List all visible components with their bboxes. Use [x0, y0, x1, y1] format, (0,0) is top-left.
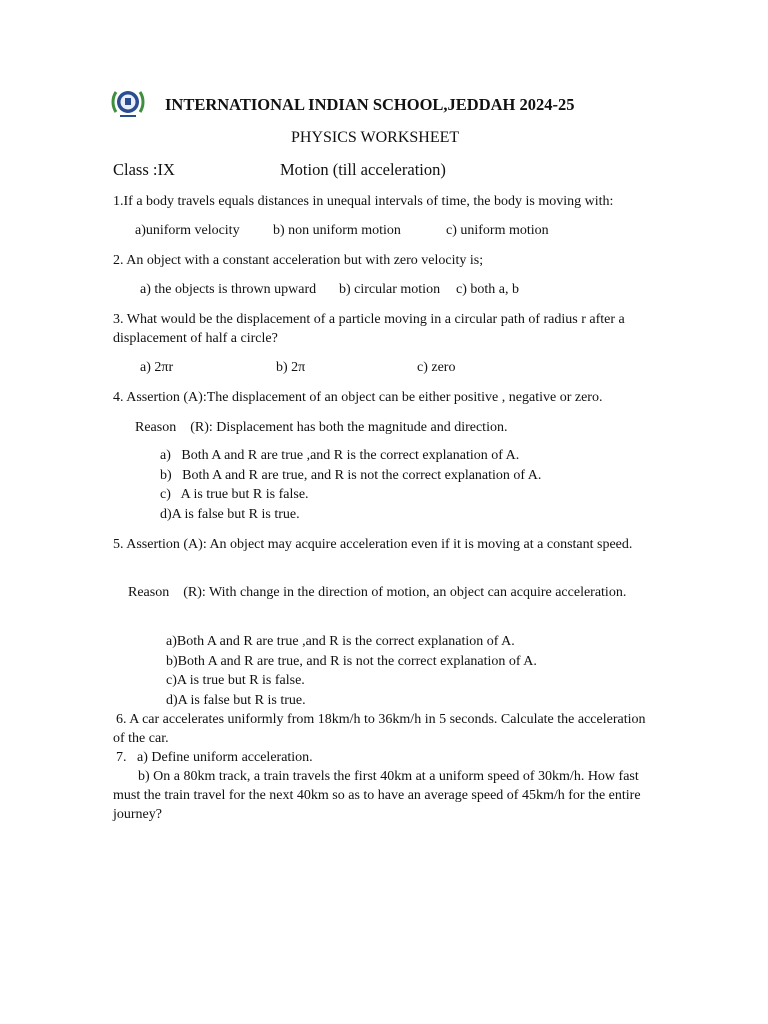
q4-option-c: c) A is true but R is false. [160, 487, 309, 502]
q4-options [160, 446, 541, 524]
question-5-assertion: 5. Assertion (A): An object may acquire acceleration even if it is moving at a constant speed. [113, 537, 633, 552]
q2-option-c: c) both a, b [456, 282, 519, 297]
school-logo-icon [110, 86, 146, 122]
q5-options [166, 632, 537, 710]
q2-option-b: b) circular motion [339, 282, 441, 297]
question-6: 6. A car accelerates uniformly from 18km/h to 36km/h in 5 seconds. Calculate the acceleration of the car. [113, 712, 646, 746]
q4-option-d: d)A is false but R is true. [160, 506, 300, 522]
q3-option-c: c) zero [417, 360, 456, 375]
question-5-reason: Reason (R): With change in the direction of motion, an object can acquire acceleration. [128, 585, 627, 600]
q5-option-d: d)A is false but R is true. [166, 692, 306, 708]
class-label: Class :IX [113, 160, 175, 179]
q1-option-c: c) uniform motion [446, 223, 549, 238]
question-2: 2. An object with a constant acceleration but with zero velocity is; [113, 253, 484, 268]
q3-option-b: b) 2π [276, 360, 306, 375]
topic-label: Motion (till acceleration) [280, 160, 446, 179]
q1-option-a: a)uniform velocity [135, 223, 240, 238]
school-name: INTERNATIONAL INDIAN SCHOOL,JEDDAH 2024-25 [165, 95, 575, 114]
question-4-reason: Reason (R): Displacement has both the magnitude and direction. [135, 420, 508, 435]
q2-option-a: a) the objects is thrown upward [140, 282, 317, 297]
question-7a: 7. a) Define uniform acceleration. [116, 750, 313, 765]
q3-option-a: a) 2πr [140, 360, 174, 375]
question-3: 3. What would be the displacement of a particle moving in a circular path of radius r after a displacement of half a circle? [113, 312, 625, 346]
question-4-assertion: 4. Assertion (A):The displacement of an object can be either positive , negative or zero. [113, 390, 603, 405]
question-1: 1.If a body travels equals distances in unequal intervals of time, the body is moving with: [113, 194, 614, 209]
q5-option-c: c)A is true but R is false. [166, 673, 305, 688]
q4-option-a: a) Both A and R are true ,and R is the correct explanation of A. [160, 448, 520, 463]
question-7b: b) On a 80km track, a train travels the first 40km at a uniform speed of 30km/h. How fast must the train travel for the next 40km so as to have an average speed of 45km/h for the entire journey? [113, 769, 641, 822]
q5-option-a: a)Both A and R are true ,and R is the correct explanation of A. [166, 634, 515, 649]
worksheet-title: PHYSICS WORKSHEET [291, 129, 460, 146]
q5-option-b: b)Both A and R are true, and R is not the correct explanation of A. [166, 653, 537, 669]
q1-option-b: b) non uniform motion [273, 223, 401, 238]
q4-option-b: b) Both A and R are true, and R is not the correct explanation of A. [160, 467, 542, 483]
